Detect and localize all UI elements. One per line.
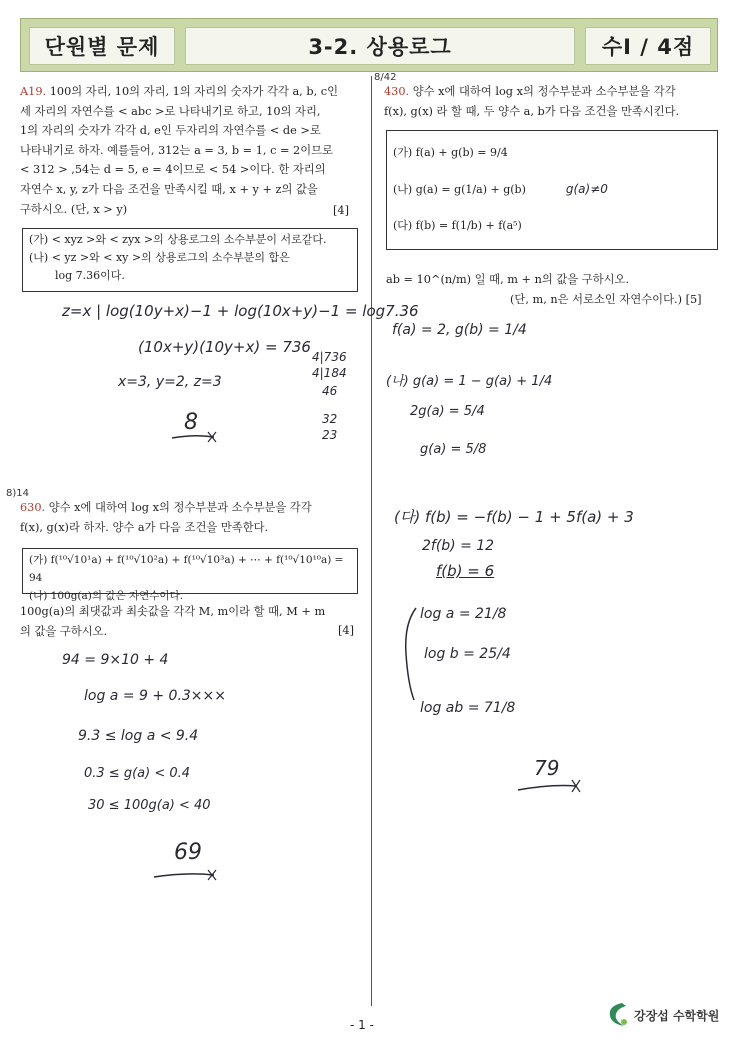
- handwritten-line: 9.3 ≤ log a < 9.4: [78, 728, 199, 744]
- handwritten-line: 30 ≤ 100g(a) < 40: [88, 798, 211, 813]
- page-number: - 1 -: [350, 1018, 374, 1032]
- problem-430: [384, 82, 724, 121]
- handwritten-line: log a = 9 + 0.3×××: [84, 688, 226, 704]
- problem-line: 1의 자리의 숫자가 각각 d, e인 두자리의 자연수를 < de >로: [20, 124, 321, 138]
- condition-box: (가) < xyz >와 < zyx >의 상용로그의 소수부분이 서로같다. (나) < yz >와 < xy >의 상용로그의 소수부분의 합은 log 7.36이다.: [22, 228, 358, 292]
- problem-line: 나타내기로 하자. 예를들어, 312는 a = 3, b = 1, c = 2이므로: [20, 143, 333, 157]
- academy-logo: [604, 1000, 719, 1030]
- header-title: 3-2. 상용로그: [185, 27, 575, 65]
- problem-number: A19.: [20, 85, 47, 98]
- problem-line: A19. 100의 자리, 10의 자리, 1의 자리의 숫자가 각각 a, b, c인: [20, 85, 339, 98]
- answer-underline: [152, 868, 222, 882]
- handwritten-line: g(a) = 5/8: [420, 442, 487, 457]
- problem-points: [4]: [333, 204, 350, 217]
- problem-line: 430. 양수 x에 대하여 log x의 정수부분과 소수부분을 각각: [384, 85, 676, 98]
- handwritten-line: f(a) = 2, g(b) = 1/4: [392, 322, 527, 338]
- handwritten-line: log b = 25/4: [424, 646, 511, 662]
- handwritten-line: log ab = 71/8: [420, 700, 516, 716]
- problem-number: 430.: [384, 85, 410, 98]
- problem-points: [4]: [338, 624, 355, 637]
- problem-line: < 312 > ,54는 d = 5, e = 4이므로 < 54 >이다. 한 자리의: [20, 163, 326, 177]
- handwritten-note: g(a)≠0: [565, 182, 608, 196]
- page-header: [20, 18, 718, 72]
- logo-mark-icon: [604, 1000, 630, 1030]
- handwritten-line: 2f(b) = 12: [422, 538, 495, 554]
- side-calc: 46: [322, 384, 338, 398]
- problem-number: 630.: [20, 501, 46, 514]
- problem-line: 630. 양수 x에 대하여 log x의 정수부분과 소수부분을 각각: [20, 501, 312, 514]
- handwritten-line: 0.3 ≤ g(a) < 0.4: [84, 766, 191, 781]
- problem-line: f(x), g(x)라 하자. 양수 a가 다음 조건을 만족한다.: [20, 520, 269, 534]
- handwritten-line: x=3, y=2, z=3: [118, 374, 222, 390]
- problem-line: 구하시오. (단, x > y): [20, 202, 128, 216]
- header-subject: 수Ⅰ / 4점: [585, 27, 711, 65]
- condition-box: (가) f(¹⁰√10¹a) + f(¹⁰√10²a) + f(¹⁰√10³a) + ⋯ + f(¹⁰√10¹⁰a) = 94 (나) 100g(a)의 값은 자연수이다.: [22, 548, 358, 594]
- handwritten-answer: 8: [184, 410, 198, 435]
- problem-tag: 8)14: [6, 488, 29, 499]
- header-category: 단원별 문제: [29, 27, 175, 65]
- handwritten-line: log a = 21/8: [420, 606, 507, 622]
- brace-mark: [400, 604, 420, 704]
- condition-box: (가) f(a) + g(b) = 9/4 (나) g(a) = g(1/a) + g(b) g(a)≠0 (다) f(b) = f(1/b) + f(a⁵): [386, 130, 718, 250]
- side-calc: 4|736: [312, 350, 347, 364]
- handwritten-line: f(b) = 6: [436, 562, 495, 580]
- problem-line: f(x), g(x) 라 할 때, 두 양수 a, b가 다음 조건을 만족시킨다.: [384, 104, 680, 118]
- handwritten-line: z=x | log(10y+x)−1 + log(10x+y)−1 = log7.36: [62, 302, 419, 320]
- handwritten-line: 2g(a) = 5/4: [410, 404, 485, 419]
- handwritten-line: 94 = 9×10 + 4: [62, 652, 169, 668]
- problem-tag: 8/42: [374, 72, 397, 83]
- problem-line: 세 자리의 자연수를 < abc >로 나타내기로 하고, 10의 자리,: [20, 104, 321, 118]
- logo-text: 강장섭 수학학원: [634, 1008, 720, 1023]
- side-calc: 4|184: [312, 366, 347, 380]
- side-calc: 23: [322, 428, 338, 442]
- handwritten-answer: 69: [174, 840, 202, 865]
- problem-630: [20, 498, 360, 537]
- answer-underline: [516, 778, 586, 796]
- problem-a19: [20, 82, 360, 219]
- problem-question: 100g(a)의 최댓값과 최솟값을 각각 M, m이라 할 때, M + m 의 값을 구하시오.: [20, 605, 326, 638]
- handwritten-line: (10x+y)(10y+x) = 736: [138, 338, 311, 356]
- handwritten-line: (나) g(a) = 1 − g(a) + 1/4: [386, 374, 553, 389]
- problem-question: ab = 10^(n/m) 일 때, m + n의 값을 구하시오. (단, m, n은 서로소인 자연수이다.) [5]: [386, 273, 702, 306]
- handwritten-line: (다) f(b) = −f(b) − 1 + 5f(a) + 3: [394, 508, 634, 526]
- side-calc: 32: [322, 412, 338, 426]
- column-divider: [371, 76, 372, 1006]
- handwritten-answer: 79: [534, 756, 560, 780]
- answer-underline: [170, 430, 220, 444]
- problem-line: 자연수 x, y, z가 다음 조건을 만족시킬 때, x + y + z의 값을: [20, 182, 318, 196]
